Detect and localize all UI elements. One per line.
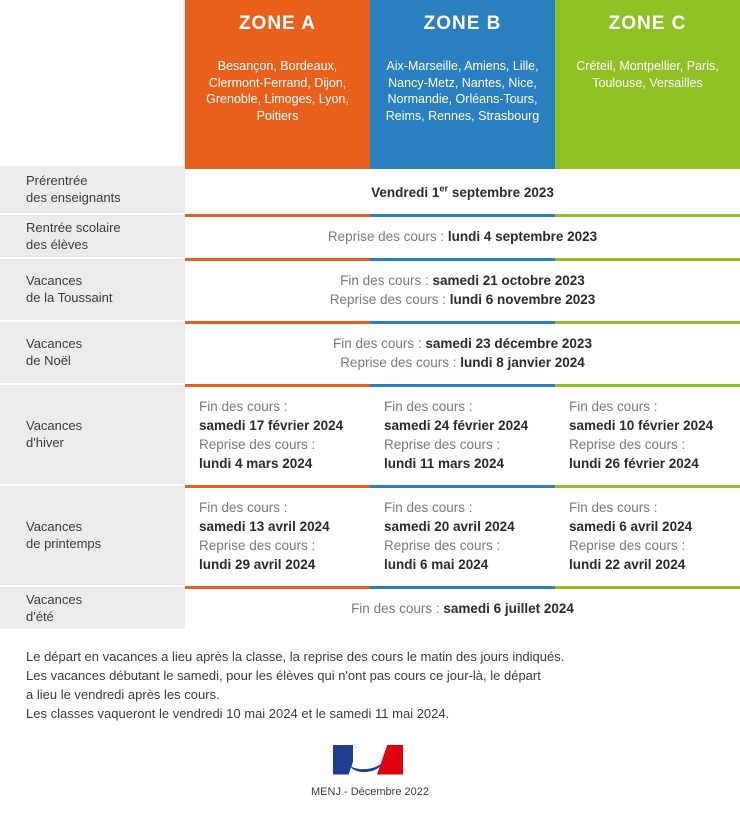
row-label-prerentree: Prérentrée des enseignants xyxy=(0,166,185,214)
merged-dates xyxy=(185,261,740,321)
row-label-rentree: Rentrée scolaire des élèves xyxy=(0,214,185,258)
reprise-value: lundi 4 mars 2024 xyxy=(199,455,313,471)
merged-dates xyxy=(185,217,740,258)
row-label-toussaint: Vacances de la Toussaint xyxy=(0,258,185,321)
zone-dates xyxy=(555,488,740,586)
row-value-hiver-zone-b xyxy=(370,384,555,485)
footnote-line-3: a lieu le vendredi après les cours. xyxy=(26,686,220,702)
reprise-label: Reprise des cours : xyxy=(569,537,686,553)
row-value-toussaint xyxy=(185,258,740,321)
reprise-value: lundi 11 mars 2024 xyxy=(384,455,505,471)
row-value-hiver-zone-a xyxy=(185,384,370,485)
date-line: Fin des cours : samedi 23 décembre 2023 xyxy=(333,335,592,351)
fin-label: Fin des cours : xyxy=(199,499,288,515)
date-line: Reprise des cours : lundi 6 novembre 2023 xyxy=(329,291,596,307)
date-line: Vendredi 1er septembre 2023 xyxy=(371,183,554,200)
row-value-noel xyxy=(185,321,740,384)
zone-dates xyxy=(555,387,740,485)
zone-b-title: ZONE B xyxy=(370,0,555,48)
table-row xyxy=(0,214,740,258)
row-label-noel: Vacances de Noël xyxy=(0,321,185,384)
fin-label: Fin des cours : xyxy=(569,499,658,515)
zone-a-title: ZONE A xyxy=(185,0,370,48)
row-value-printemps-zone-b xyxy=(370,485,555,586)
fin-value: samedi 13 avril 2024 xyxy=(199,518,330,534)
footnote-line-4: Les classes vaqueront le vendredi 10 mai 2024 et le samedi 11 mai 2024. xyxy=(26,705,450,721)
table-row xyxy=(0,166,740,214)
zone-b-cities: Aix-Marseille, Amiens, Lille, Nancy-Metz, Nantes, Nice, Normandie, Orléans-Tours, Reims, Rennes, Strasbourg xyxy=(370,48,555,166)
fin-label: Fin des cours : xyxy=(384,398,473,414)
reprise-label: Reprise des cours : xyxy=(199,537,316,553)
row-value-ete xyxy=(185,586,740,630)
zone-dates xyxy=(370,387,555,485)
reprise-label: Reprise des cours : xyxy=(384,537,501,553)
zone-dates xyxy=(185,387,370,485)
fin-value: samedi 20 avril 2024 xyxy=(384,518,515,534)
logo-container xyxy=(0,745,740,780)
fin-label: Fin des cours : xyxy=(569,398,658,414)
zone-header-row xyxy=(0,0,740,48)
row-value-printemps-zone-c xyxy=(555,485,740,586)
marianne-french-republic-logo-icon xyxy=(333,745,407,775)
reprise-value: lundi 26 février 2024 xyxy=(569,455,699,471)
fin-value: samedi 10 février 2024 xyxy=(569,417,714,433)
table-row xyxy=(0,586,740,630)
fin-value: samedi 24 février 2024 xyxy=(384,417,529,433)
merged-dates xyxy=(185,589,740,630)
cities-empty-cell xyxy=(0,48,185,166)
merged-dates xyxy=(185,169,740,214)
footnote xyxy=(0,631,740,723)
reprise-label: Reprise des cours : xyxy=(199,436,316,452)
fin-label: Fin des cours : xyxy=(199,398,288,414)
zone-c-title: ZONE C xyxy=(555,0,740,48)
zone-dates xyxy=(370,488,555,586)
row-value-rentree xyxy=(185,214,740,258)
table-row xyxy=(0,485,740,586)
row-value-prerentree xyxy=(185,166,740,214)
reprise-value: lundi 22 avril 2024 xyxy=(569,556,686,572)
row-label-ete: Vacances d'été xyxy=(0,586,185,630)
reprise-value: lundi 6 mai 2024 xyxy=(384,556,489,572)
reprise-label: Reprise des cours : xyxy=(384,436,501,452)
row-value-hiver-zone-c xyxy=(555,384,740,485)
row-label-hiver: Vacances d'hiver xyxy=(0,384,185,485)
zone-a-cities: Besançon, Bordeaux, Clermont-Ferrand, Dijon, Grenoble, Limoges, Lyon, Poitiers xyxy=(185,48,370,166)
date-line: Reprise des cours : lundi 4 septembre 2023 xyxy=(327,228,598,244)
merged-dates xyxy=(185,324,740,384)
reprise-value: lundi 29 avril 2024 xyxy=(199,556,316,572)
reprise-label: Reprise des cours : xyxy=(569,436,686,452)
fin-value: samedi 17 février 2024 xyxy=(199,417,344,433)
table-row xyxy=(0,258,740,321)
date-line: Fin des cours : samedi 6 juillet 2024 xyxy=(351,600,574,616)
fin-label: Fin des cours : xyxy=(384,499,473,515)
row-value-printemps-zone-a xyxy=(185,485,370,586)
date-line: Reprise des cours : lundi 8 janvier 2024 xyxy=(340,354,585,370)
fin-value: samedi 6 avril 2024 xyxy=(569,518,693,534)
header-empty-cell xyxy=(0,0,185,48)
zone-dates xyxy=(185,488,370,586)
table-row xyxy=(0,384,740,485)
footnote-line-1: Le départ en vacances a lieu après la classe, la reprise des cours le matin des jours indiqués. xyxy=(26,648,565,664)
table-row xyxy=(0,321,740,384)
credit-text: MENJ - Décembre 2022 xyxy=(311,785,429,798)
date-line: Fin des cours : samedi 21 octobre 2023 xyxy=(340,272,585,288)
row-label-printemps: Vacances de printemps xyxy=(0,485,185,586)
footnote-line-2: Les vacances débutant le samedi, pour les élèves qui n'ont pas cours ce jour-là, le départ xyxy=(26,667,541,683)
zone-cities-row xyxy=(0,48,740,166)
zone-c-cities: Créteil, Montpellier, Paris, Toulouse, Versailles xyxy=(555,48,740,166)
